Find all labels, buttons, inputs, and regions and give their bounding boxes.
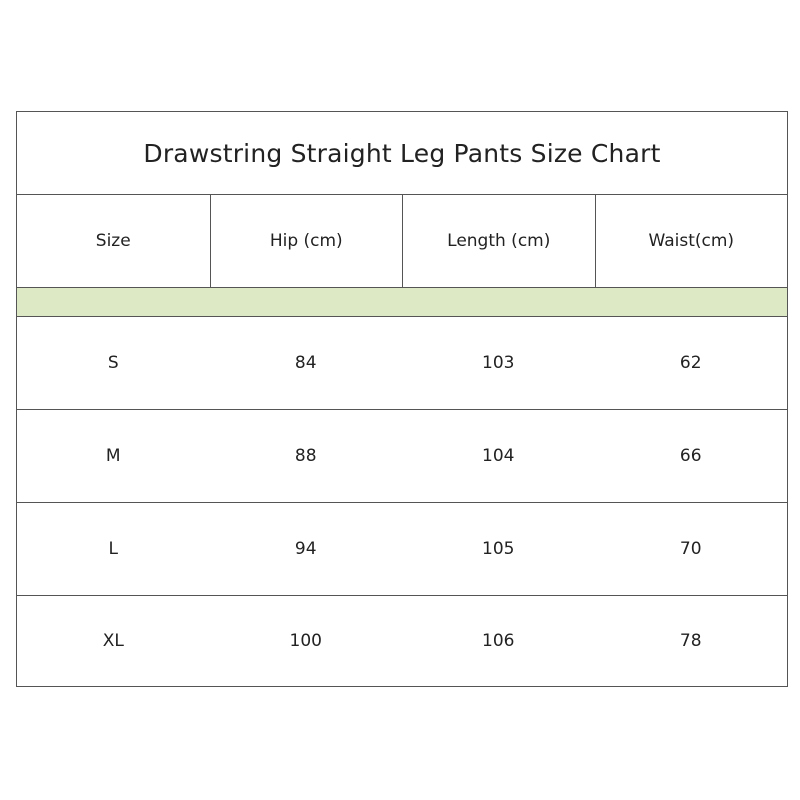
- cell-hip: 100: [289, 631, 322, 651]
- header-length: Length (cm): [402, 195, 595, 287]
- header-row: [17, 195, 787, 288]
- cell-length: 106: [482, 631, 515, 651]
- table-row: [17, 503, 787, 596]
- green-separator-band: [17, 288, 787, 317]
- cell-length: 105: [482, 539, 515, 559]
- cell-length: 104: [482, 446, 515, 466]
- cell-waist: 70: [679, 539, 702, 559]
- chart-title: Drawstring Straight Leg Pants Size Chart: [143, 138, 661, 168]
- cell-size: M: [105, 446, 121, 466]
- size-chart-table: [16, 111, 788, 687]
- cell-size: L: [108, 539, 118, 559]
- table-row: [17, 410, 787, 503]
- table-row: [17, 596, 787, 686]
- cell-waist: 62: [679, 353, 702, 373]
- header-waist: Waist(cm): [595, 195, 788, 287]
- cell-length: 103: [482, 353, 515, 373]
- cell-hip: 84: [294, 353, 317, 373]
- cell-size: XL: [102, 631, 124, 651]
- table-row: [17, 317, 787, 410]
- cell-hip: 94: [294, 539, 317, 559]
- cell-waist: 78: [679, 631, 702, 651]
- header-hip: Hip (cm): [210, 195, 403, 287]
- cell-waist: 66: [679, 446, 702, 466]
- title-row: [17, 112, 787, 195]
- header-size: Size: [95, 231, 131, 251]
- cell-hip: 88: [294, 446, 317, 466]
- cell-size: S: [107, 353, 119, 373]
